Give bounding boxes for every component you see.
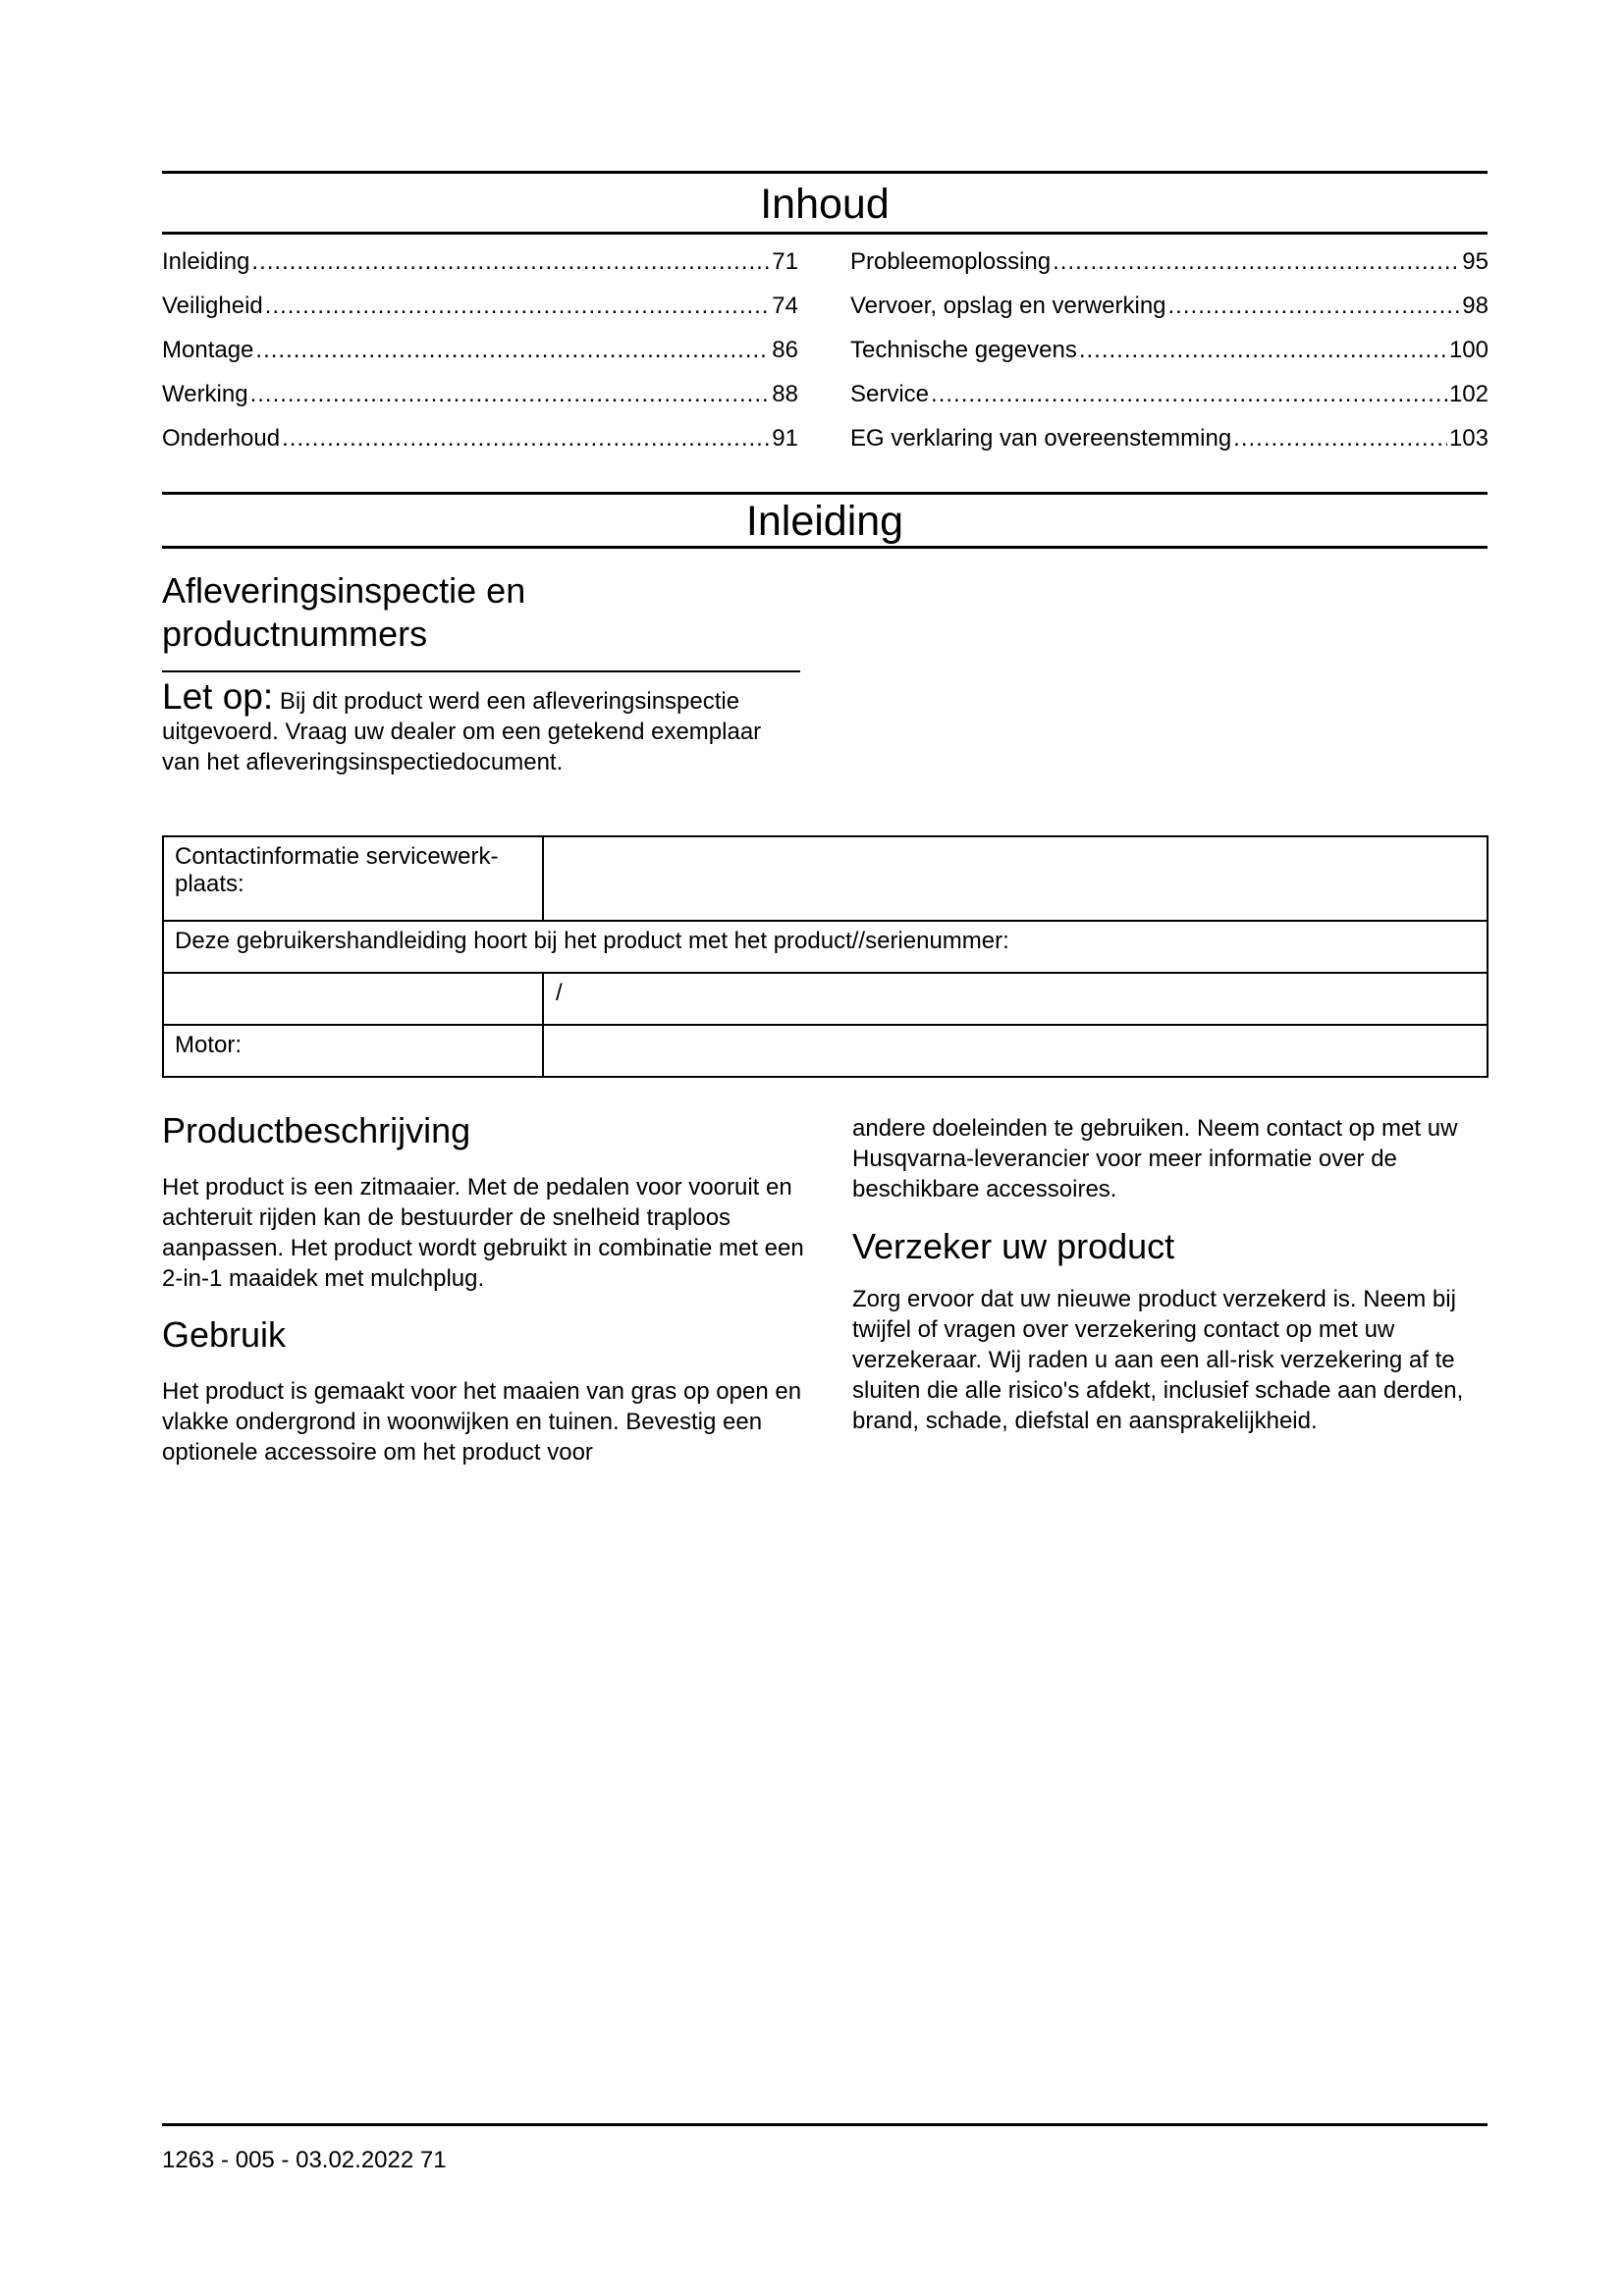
toc-entry[interactable]	[850, 424, 1489, 468]
toc-entry[interactable]	[162, 247, 798, 292]
toc-entry-label: Onderhoud	[162, 425, 281, 452]
motor-label-cell: Motor:	[163, 1025, 543, 1077]
delivery-heading-line1: Afleveringsinspectie en	[162, 570, 526, 611]
product-text: Het product is een zitmaaier. Met de pedalen voor vooruit en achteruit rijden kan de bestuurder de snelheid traploos aanpassen. Het product wordt gebruikt in combinatie met een 2-in-1 maaidek met mulchplug.	[162, 1174, 804, 1292]
toc-entry[interactable]	[850, 247, 1489, 292]
toc-entry-page: 95	[1462, 248, 1489, 275]
contact-label-cell: Contactinformatie servicewerk-plaats:	[163, 836, 543, 921]
toc-leader	[282, 424, 770, 454]
delivery-heading-rule	[162, 670, 800, 672]
toc-entry-label: Vervoer, opslag en verwerking	[850, 293, 1166, 319]
table-row	[163, 836, 1488, 921]
toc-entry-page: 103	[1448, 425, 1489, 452]
toc-title-rule	[162, 232, 1488, 235]
section-top-rule	[162, 492, 1488, 495]
product-info-table	[162, 835, 1489, 1078]
serial-separator: /	[556, 980, 563, 1006]
toc-leader	[931, 380, 1447, 409]
page-footer: 1263 - 005 - 03.02.2022 71	[162, 2147, 447, 2173]
product-heading: Productbeschrijving	[162, 1110, 471, 1150]
toc-entry-page: 88	[772, 381, 798, 407]
section-title-rule	[162, 546, 1488, 549]
toc-leader	[265, 292, 771, 321]
toc-leader	[251, 247, 770, 277]
note-label: Let op:	[162, 676, 274, 717]
product-number-cell[interactable]	[163, 973, 543, 1025]
toc-leader	[1079, 336, 1447, 365]
toc-entry-page: 71	[772, 248, 798, 275]
toc-title: Inhoud	[760, 181, 890, 228]
serial-number-cell[interactable]	[543, 973, 1488, 1025]
motor-value-cell[interactable]	[543, 1025, 1488, 1077]
toc-leader	[1168, 292, 1461, 321]
toc-entry[interactable]	[162, 292, 798, 336]
toc-entry-page: 100	[1448, 337, 1489, 363]
toc-entry-label: Service	[850, 381, 930, 407]
toc-entry-label: Montage	[162, 337, 254, 363]
usage-text-right: andere doeleinden te gebruiken. Neem contact op met uw Husqvarna-leverancier voor meer informatie over de beschikbare accessoires.	[852, 1115, 1458, 1202]
toc-entry-label: Probleemoplossing	[850, 248, 1052, 275]
usage-text-left: Het product is gemaakt voor het maaien van gras op open en vlakke ondergrond in woonwijken en tuinen. Bevestig een optionele accessoire om het product voor	[162, 1378, 802, 1466]
toc-entry-page: 74	[772, 293, 798, 319]
delivery-heading-line2: productnummers	[162, 614, 428, 654]
table-row	[163, 973, 1488, 1025]
contact-value-cell[interactable]	[543, 836, 1488, 921]
toc-entry-label: Werking	[162, 381, 248, 407]
delivery-note	[162, 676, 790, 777]
toc-entry[interactable]	[850, 292, 1489, 336]
toc-leader	[250, 380, 771, 409]
table-row	[163, 1025, 1488, 1077]
toc-entry[interactable]	[162, 380, 798, 424]
footer-rule	[162, 2123, 1488, 2126]
toc-top-rule	[162, 171, 1488, 174]
toc-leader	[255, 336, 770, 365]
delivery-heading	[162, 569, 790, 656]
toc-entry-page: 91	[772, 425, 798, 452]
toc-entry-label: Inleiding	[162, 248, 250, 275]
table-row	[163, 921, 1488, 973]
toc-entry[interactable]	[850, 336, 1489, 380]
toc-entry-page: 86	[772, 337, 798, 363]
toc-entry-label: Technische gegevens	[850, 337, 1077, 363]
insurance-text: Zorg ervoor dat uw nieuwe product verzekerd is. Neem bij twijfel of vragen over verzekering contact op met uw verzekeraar. Wij raden u aan een all-risk verzekering af te sluiten die alle risico's afdekt, inclusief schade aan derden, brand, schade, diefstal en aansprakelijkheid.	[852, 1286, 1464, 1434]
toc-entry[interactable]	[850, 380, 1489, 424]
toc-entry[interactable]	[162, 336, 798, 380]
section-title: Inleiding	[745, 498, 904, 545]
toc-entry-page: 102	[1448, 381, 1489, 407]
toc-entry[interactable]	[162, 424, 798, 468]
toc-entry-label: Veiligheid	[162, 293, 263, 319]
toc-entry-label: EG verklaring van overeenstemming	[850, 425, 1232, 452]
toc-entry-page: 98	[1462, 293, 1489, 319]
toc-leader	[1233, 424, 1447, 454]
toc-right-column	[850, 247, 1489, 468]
usage-heading: Gebruik	[162, 1314, 287, 1355]
insurance-heading: Verzeker uw product	[852, 1226, 1175, 1266]
toc-leader	[1053, 247, 1460, 277]
note-text: Bij dit product werd een afleveringsinspectie uitgevoerd. Vraag uw dealer om een getekend exemplaar van het afleveringsinspectiedocument.	[162, 688, 762, 775]
toc-left-column	[162, 247, 798, 468]
manual-row-cell: Deze gebruikershandleiding hoort bij het product met het product//serienummer:	[163, 921, 1488, 973]
